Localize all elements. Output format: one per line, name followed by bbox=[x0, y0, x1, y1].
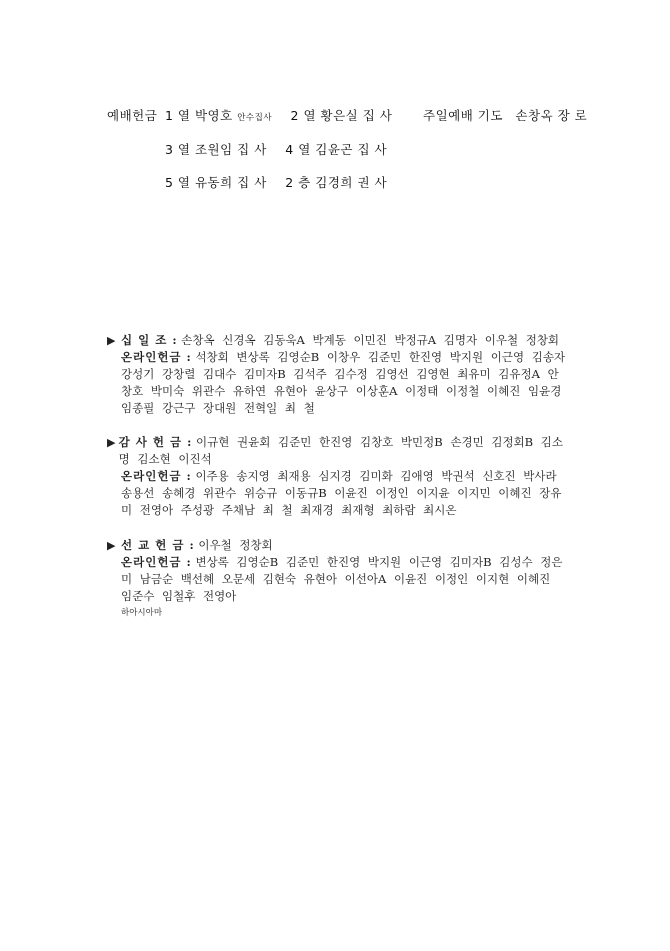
offering-3-left: 5 열 유동희 집 사 bbox=[165, 175, 267, 190]
section-names: 이규현 권윤회 김준민 한진영 김창호 박민정B 손경민 김정회B 김소명 김소현 이진석 bbox=[118, 435, 564, 466]
online-names: 이주용 송지영 최재용 심지경 김미화 김애영 박권석 신호진 박사라 송용선 송혜경 위관수 위승규 이동규B 이윤진 이정인 이지윤 이지민 이혜진 장유미 전영아 주성광 주채남 최 철 최재경 최재형 최하람 최시온 bbox=[121, 469, 562, 517]
online-label: 온라인헌금 : bbox=[121, 555, 192, 569]
extra-note: 하아시아마 bbox=[121, 608, 163, 618]
triangle-icon: ▶ bbox=[107, 436, 116, 449]
offering-3-right: 2 층 김경희 권 사 bbox=[285, 175, 388, 190]
offering-row-1 bbox=[165, 106, 392, 124]
offering-1-right: 2 열 황은실 집 사 bbox=[290, 108, 393, 123]
offering-row-3 bbox=[165, 173, 387, 191]
online-names: 석창회 변상록 김영순B 이창우 김준민 한진영 박지원 이근영 김송자 강성기 강창렬 김대수 김미자B 김석주 김수정 김영선 김영현 최유미 김유정A 안창호 박미숙 위관수 유하연 유현아 윤상구 이상훈A 이정태 이정철 이혜진 임윤경 임종필 강근구 장대원 전혁일 최 철 bbox=[121, 350, 566, 415]
online-label: 온라인헌금 : bbox=[121, 350, 192, 364]
section-names: 이우철 정창회 bbox=[198, 538, 273, 552]
section-thanks bbox=[107, 434, 567, 519]
prayer-label: 주일예배 기도 bbox=[423, 108, 503, 123]
section-title: 십 일 조 : bbox=[121, 333, 178, 347]
offering-2-right: 4 열 김윤곤 집 사 bbox=[285, 142, 388, 157]
section-mission bbox=[107, 537, 567, 622]
triangle-icon: ▶ bbox=[107, 334, 116, 347]
offering-1-title: 안수집사 bbox=[237, 113, 273, 123]
section-tithe bbox=[107, 332, 567, 417]
section-title: 선 교 헌 금 : bbox=[121, 538, 195, 552]
offering-label: 예배헌금 bbox=[107, 108, 158, 123]
section-title: 감 사 헌 금 : bbox=[118, 435, 193, 449]
section-names: 손창옥 신경옥 김동욱A 박계동 이민진 박정규A 김명자 이우철 정창회 bbox=[181, 333, 560, 347]
prayer bbox=[423, 106, 587, 124]
offering-row-2 bbox=[165, 140, 387, 158]
triangle-icon: ▶ bbox=[107, 539, 116, 552]
offering-1-left: 1 열 박영호 bbox=[165, 108, 233, 123]
prayer-name: 손창옥 장 로 bbox=[515, 108, 588, 123]
offering-2-left: 3 열 조원임 집 사 bbox=[165, 142, 267, 157]
online-label: 온라인헌금 : bbox=[121, 469, 192, 483]
online-names: 변상록 김영순B 김준민 한진영 박지원 이근영 김미자B 김성수 정은미 남금순 백선혜 오문세 김현숙 유현아 이선아A 이윤진 이정인 이지현 이혜진 임준수 임철후 전영아 bbox=[121, 555, 563, 603]
